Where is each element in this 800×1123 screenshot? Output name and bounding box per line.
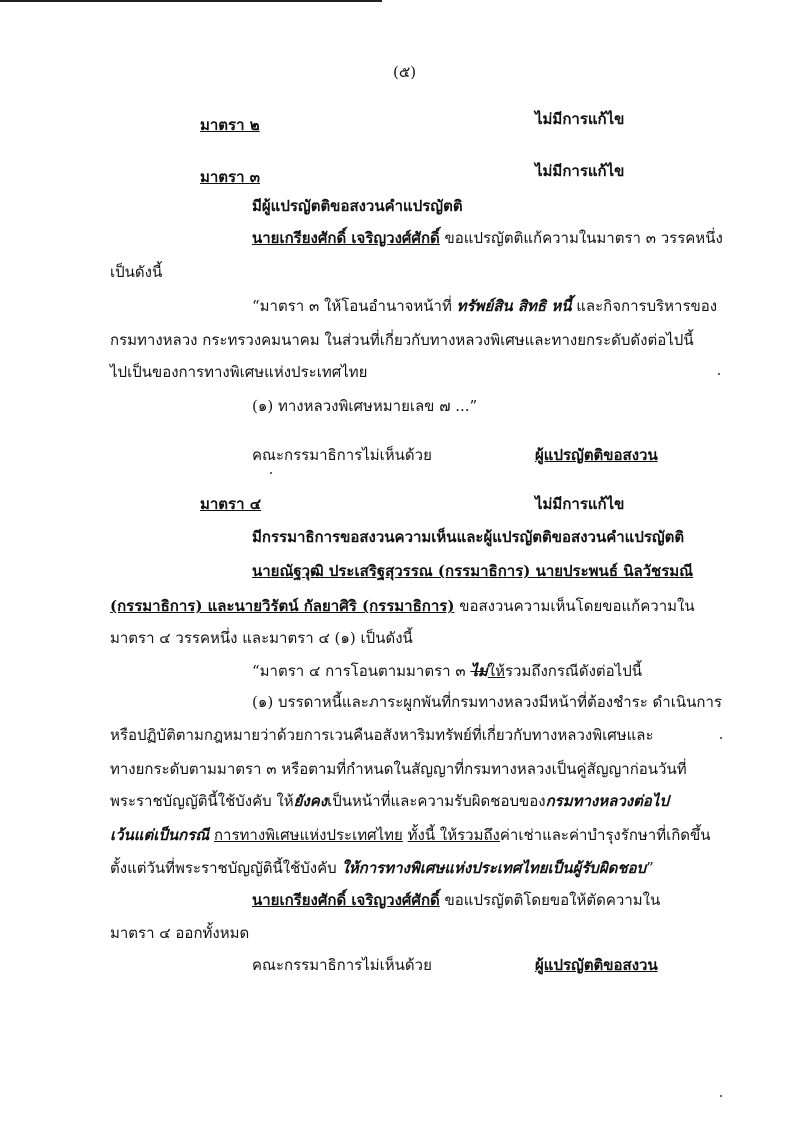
section-4-status: ไม่มีการแก้ไข [535,495,625,513]
section-4-members-3: มาตรา ๔ วรรคหนึ่ง และมาตรา ๔ (๑) เป็นดังนี้ [110,629,413,647]
section-4-quote-line-7: ตั้งแต่วันที่พระราชบัญญัตินี้ใช้บังคับ ให้การทางพิเศษแห่งประเทศไทยเป็นผู้รับผิดชอบ” [110,859,654,877]
section-4-committee-note: คณะกรรมาธิการไม่เห็นด้วย [252,956,432,974]
section-2-status: ไม่มีการแก้ไข [535,110,625,128]
section-4-quote-line-5: พระราชบัญญัตินี้ใช้บังคับ ให้ยังคงเป็นหน้าที่และความรับผิดชอบของกรมทางหลวงต่อไป [110,792,669,810]
section-4-header: มีกรรมาธิการขอสงวนความเห็นและผู้แปรญัตติขอสงวนคำแปรญัตติ [252,528,685,546]
scan-speck [720,737,722,739]
section-3-quote-line-3: ไปเป็นของการทางพิเศษแห่งประเทศไทย [110,363,368,381]
section-3-quote-line-4: (๑) ทางหลวงพิเศษหมายเลข ๗ ...” [252,397,478,415]
section-4-reservation: ผู้แปรญัตติขอสงวน [535,956,658,974]
section-4-quote-line-6: เว้นแต่เป็นกรณี การทางพิเศษแห่งประเทศไทย ทั้งนี้ ให้รวมถึงค่าเช่าและค่าบำรุงรักษาที่เกิดขึ้น [110,826,711,844]
section-4-quote-line-2: (๑) บรรดาหนี้และภาระผูกพันที่กรมทางหลวงมีหน้าที่ต้องชำระ ดำเนินการ [252,693,722,711]
section-3-motion: นายเกรียงศักดิ์ เจริญวงศ์ศักดิ์ ขอแปรญัตติแก้ความในมาตรา ๓ วรรคหนึ่ง [252,229,723,247]
top-rule [0,0,382,2]
section-4-quote-line-3: หรือปฏิบัติตามกฎหมายว่าด้วยการเวนคืนอสังหาริมทรัพย์ที่เกี่ยวกับทางหลวงพิเศษและ [110,726,654,744]
section-3-status: ไม่มีการแก้ไข [535,162,625,180]
section-2-label: มาตรา ๒ [200,116,260,134]
page-number: (๕) [393,63,417,81]
scan-speck [718,373,720,375]
section-3-label: มาตรา ๓ [200,168,261,186]
section-3-committee-note: คณะกรรมาธิการไม่เห็นด้วย [252,446,432,464]
scan-speck [270,472,272,474]
section-4-motion-cont: มาตรา ๔ ออกทั้งหมด [110,924,250,942]
section-3-mover: นายเกรียงศักดิ์ เจริญวงศ์ศักดิ์ [252,229,440,247]
section-4-quote-line-4: ทางยกระดับตามมาตรา ๓ หรือตามที่กำหนดในสัญญาที่กรมทางหลวงเป็นคู่สัญญาก่อนวันที่ [110,760,687,778]
section-4-motion: นายเกรียงศักดิ์ เจริญวงศ์ศักดิ์ ขอแปรญัตติโดยขอให้ตัดความใน [252,891,661,909]
section-3-quote-line-1: “มาตรา ๓ ให้โอนอำนาจหน้าที่ ทรัพย์สิน สิทธิ หนี้ และกิจการบริหารของ [252,297,718,315]
section-3-quote-line-2: กรมทางหลวง กระทรวงคมนาคม ในส่วนที่เกี่ยวกับทางหลวงพิเศษและทางยกระดับดังต่อไปนี้ [110,331,694,349]
section-4-members-1: นายณัฐวุฒิ ประเสริฐสุวรรณ (กรรมาธิการ) นายประพนธ์ นิลวัชรมณี [252,562,694,580]
section-3-reservation: ผู้แปรญัตติขอสงวน [535,446,658,464]
section-3-motion-cont: เป็นดังนี้ [110,263,163,281]
scan-speck [720,1095,722,1097]
section-4-label: มาตรา ๔ [200,495,262,513]
section-4-members-2: (กรรมาธิการ) และนายวิรัตน์ กัลยาศิริ (กรรมาธิการ) ขอสงวนความเห็นโดยขอแก้ความใน [110,597,695,615]
section-3-header: มีผู้แปรญัตติขอสงวนคำแปรญัตติ [252,197,463,215]
section-4-quote-line-1: “มาตรา ๔ การโอนตามมาตรา ๓ ไม่ให้รวมถึงกรณีดังต่อไปนี้ [252,662,642,680]
section-4-mover: นายเกรียงศักดิ์ เจริญวงศ์ศักดิ์ [252,891,440,909]
